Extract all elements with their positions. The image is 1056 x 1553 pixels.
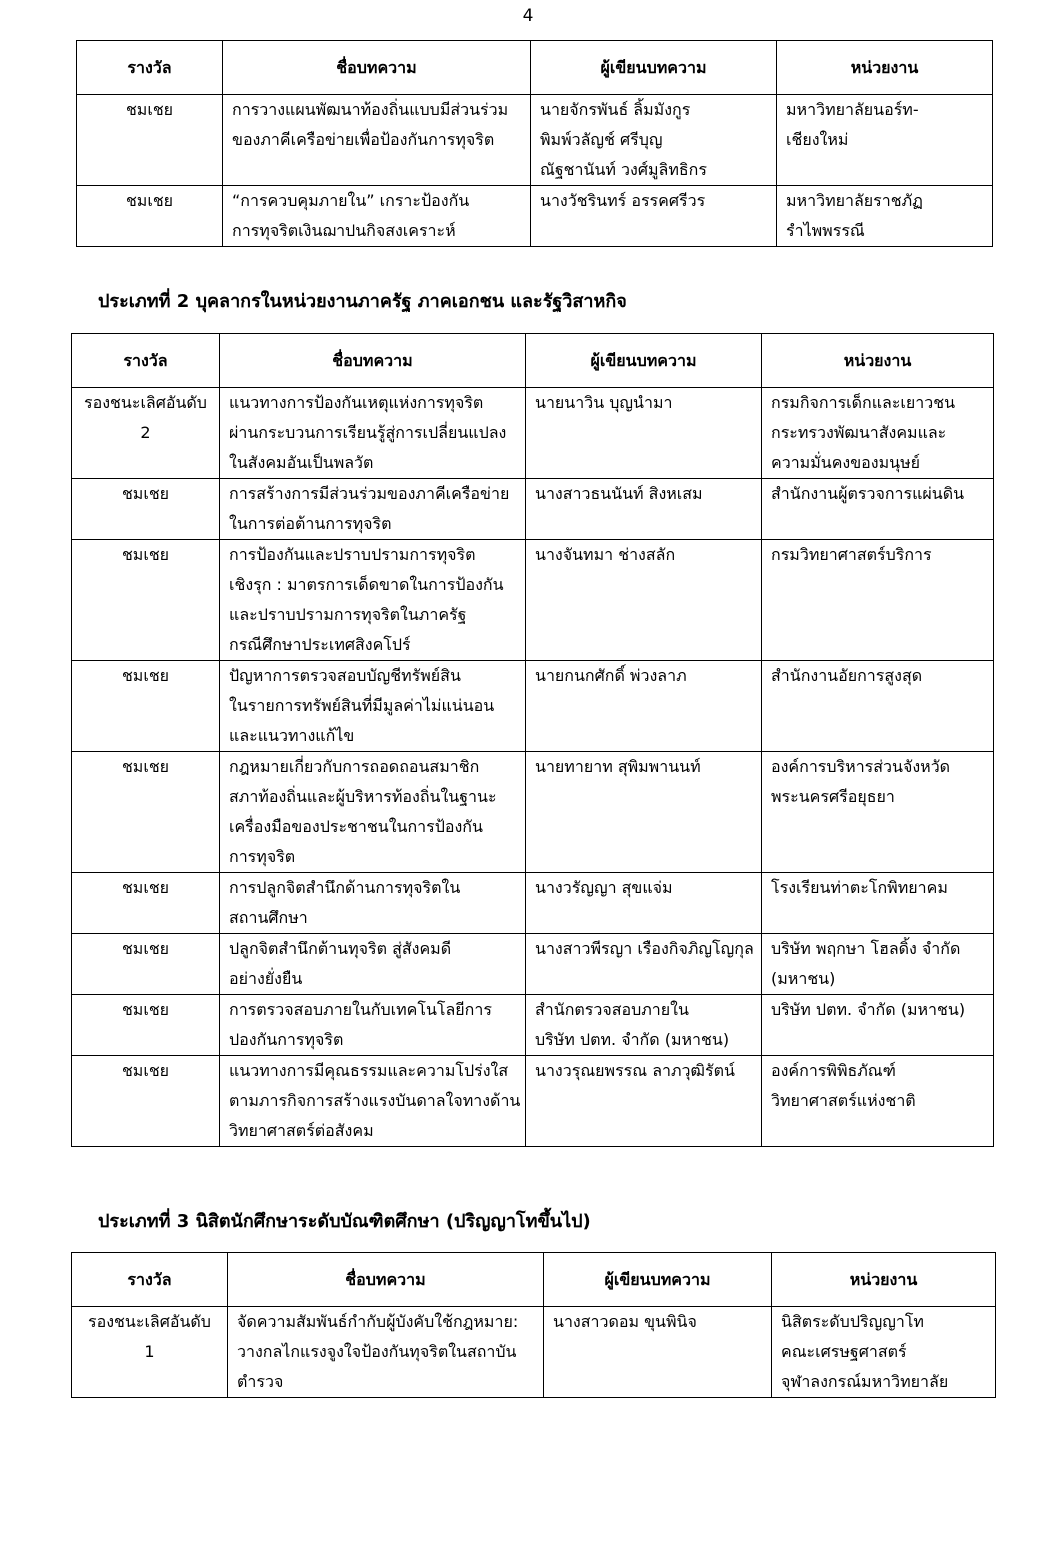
award-cell [77,186,223,247]
title-text: การสร้างการมีส่วนร่วมของภาคีเครือข่าย [229,484,510,503]
award-table-section-1 [76,40,993,247]
agency-text: มหาวิทยาลัยราชภัฏ [786,191,923,210]
table-row [72,995,994,1056]
table-header-row [72,334,994,388]
agency-text: เชียงใหม่ [786,130,849,149]
title-text: แนวทางการป้องกันเหตุแห่งการทุจริต [229,393,484,412]
title-text: สภาท้องถิ่นและผู้บริหารท้องถิ่นในฐานะ [229,787,497,806]
agency-text: วิทยาศาสตร์แห่งชาติ [771,1091,916,1110]
award-table-section-2 [71,333,994,1147]
agency-cell [762,540,994,661]
title-text: วางกลไกแรงจูงใจป้องกันทุจริตในสถาบัน [237,1342,517,1361]
author-text: นางวรุณยพรรณ ลาภวุฒิรัตน์ [535,1061,735,1080]
author-text: ณัฐชานันท์ วงศ์มูลิทธิกร [540,160,707,179]
agency-text: กระทรวงพัฒนาสังคมและ [771,423,947,442]
column-header-title: ชื่อบทความ [228,1253,544,1307]
agency-text: คณะเศรษฐศาสตร์ [781,1342,907,1361]
award-cell [72,388,220,479]
page-number: 4 [522,6,534,26]
agency-text: มหาวิทยาลัยนอร์ท- [786,100,919,119]
column-header-award: รางวัล [72,334,220,388]
title-text: วิทยาศาสตร์ต่อสังคม [229,1121,374,1140]
title-text: การวางแผนพัฒนาท้องถิ่นแบบมีส่วนร่วม [232,100,509,119]
award-cell [72,873,220,934]
author-text: นางสาวพีรญา เรืองกิจภิญโญกุล [535,939,754,958]
agency-text: บริษัท พฤกษา โฮลดิ้ง จำกัด [771,939,961,958]
author-text: นายนาวิน บุญนำมา [535,393,673,412]
title-text: ปลูกจิตสำนึกต้านทุจริต สู่สังคมดี [229,939,452,958]
agency-cell [762,388,994,479]
author-cell [544,1307,772,1398]
column-header-award: รางวัล [72,1253,228,1307]
title-text: อย่างยั่งยืน [229,969,303,988]
title-cell [220,479,526,540]
table-row [72,1056,994,1147]
author-text: นายกนกศักดิ์ พ่วงลาภ [535,666,687,685]
title-text: และปราบปรามการทุจริตในภาครัฐ [229,605,467,624]
author-text: นางวรัญญา สุขแจ่ม [535,878,673,897]
title-text: จัดความสัมพันธ์กำกับผู้บังคับใช้กฎหมาย: [237,1312,519,1331]
agency-text: สำนักงานอัยการสูงสุด [771,666,923,685]
agency-text: บริษัท ปตท. จำกัด (มหาชน) [771,1000,966,1019]
title-text: กรณีศึกษาประเทศสิงคโปร์ [229,635,411,654]
agency-text: กรมวิทยาศาสตร์บริการ [771,545,932,564]
title-text: ตำรวจ [237,1372,284,1391]
title-text: สถานศึกษา [229,908,308,927]
agency-text: องค์การพิพิธภัณฑ์ [771,1061,896,1080]
agency-cell [762,995,994,1056]
title-text: แนวทางการมีคุณธรรมและความโปร่งใส [229,1061,509,1080]
title-text: ผ่านกระบวนการเรียนรู้สู่การเปลี่ยนแปลง [229,423,507,442]
agency-text: จุฬาลงกรณ์มหาวิทยาลัย [781,1372,949,1391]
table-row [77,186,993,247]
agency-text: องค์การบริหารส่วนจังหวัด [771,757,951,776]
title-cell [220,934,526,995]
column-header-agency: หน่วยงาน [762,334,994,388]
author-text: นางจันทมา ช่างสลัก [535,545,676,564]
agency-cell [772,1307,996,1398]
award-text: ชมเชย [121,878,170,897]
section-heading-2: ประเภทที่ 2 บุคลากรในหน่วยงานภาครัฐ ภาคเอกชน และรัฐวิสาหกิจ [98,291,627,312]
title-text: การทุจริต [229,847,296,866]
author-text: นางวัชรินทร์ อรรคศรีวร [540,191,706,210]
agency-cell [777,95,993,186]
award-cell [72,752,220,873]
award-cell [72,1056,220,1147]
agency-text: นิสิตระดับปริญญาโท [781,1312,924,1331]
table-header-row [77,41,993,95]
column-header-award: รางวัล [77,41,223,95]
title-text: กฎหมายเกี่ยวกับการถอดถอนสมาชิก [229,757,480,776]
title-cell [228,1307,544,1398]
agency-cell [762,1056,994,1147]
title-text: ปองกันการทุจริต [229,1030,344,1049]
award-text: ชมเชย [121,757,170,776]
agency-text: สำนักงานผู้ตรวจการแผ่นดิน [771,484,965,503]
column-header-agency: หน่วยงาน [777,41,993,95]
award-cell [72,479,220,540]
table-row [72,873,994,934]
award-text: ชมเชย [121,1000,170,1019]
author-text: นายจักรพันธ์ ลิ้มมังกูร [540,100,691,119]
award-text: 2 [140,423,151,442]
title-cell [223,95,531,186]
title-text: ตามภารกิจการสร้างแรงบันดาลใจทางด้าน [229,1091,521,1110]
award-text: ชมเชย [121,484,170,503]
title-cell [220,388,526,479]
title-text: ในรายการทรัพย์สินที่มีมูลค่าไม่แน่นอน [229,696,495,715]
column-header-author: ผู้เขียนบทความ [544,1253,772,1307]
agency-text: รำไพพรรณี [786,221,865,240]
column-header-title: ชื่อบทความ [220,334,526,388]
award-text: 1 [144,1342,155,1361]
award-cell [72,540,220,661]
title-text: “การควบคุมภายใน” เกราะป้องกัน [232,191,470,210]
award-cell [72,1307,228,1398]
section-heading-3: ประเภทที่ 3 นิสิตนักศึกษาระดับบัณฑิตศึกษา (ปริญญาโทขึ้นไป) [98,1211,591,1232]
title-text: ปัญหาการตรวจสอบบัญชีทรัพย์สิน [229,666,461,685]
table-row [77,95,993,186]
title-cell [220,873,526,934]
award-text: รองชนะเลิศอันดับ [88,1312,211,1331]
table-row [72,661,994,752]
table-row [72,752,994,873]
table-row [72,934,994,995]
title-cell [220,995,526,1056]
title-text: การปลูกจิตสำนึกด้านการทุจริตใน [229,878,461,897]
agency-cell [762,661,994,752]
table-row [72,388,994,479]
title-text: การตรวจสอบภายในกับเทคโนโลยีการ [229,1000,492,1019]
award-cell [72,661,220,752]
award-text: ชมเชย [125,191,174,210]
award-table-section-3 [71,1252,996,1398]
agency-text: กรมกิจการเด็กและเยาวชน [771,393,956,412]
author-text: สำนักตรวจสอบภายใน [535,1000,689,1019]
column-header-author: ผู้เขียนบทความ [531,41,777,95]
title-text: ในการต่อต้านการทุจริต [229,514,392,533]
table-row [72,1307,996,1398]
column-header-title: ชื่อบทความ [223,41,531,95]
author-text: นางสาวธนนันท์ สิงหเสม [535,484,703,503]
table-row [72,479,994,540]
title-text: เชิงรุก : มาตรการเด็ดขาดในการป้องกัน [229,575,504,594]
author-text: พิมพ์วลัญช์ ศรีบุญ [540,130,663,149]
title-text: ในสังคมอันเป็นพลวัต [229,453,374,472]
title-cell [220,661,526,752]
author-cell [531,95,777,186]
award-cell [72,934,220,995]
author-cell [526,479,762,540]
title-text: ของภาคีเครือข่ายเพื่อป้องกันการทุจริต [232,130,495,149]
agency-text: โรงเรียนท่าตะโกพิทยาคม [771,878,948,897]
title-text: การทุจริตเงินฌาปนกิจสงเคราะห์ [232,221,456,240]
agency-cell [762,934,994,995]
author-cell [526,540,762,661]
author-cell [526,752,762,873]
title-cell [220,1056,526,1147]
agency-cell [762,752,994,873]
title-cell [223,186,531,247]
award-cell [77,95,223,186]
title-text: การป้องกันและปราบปรามการทุจริต [229,545,476,564]
author-text: นางสาวดอม ขุนพินิจ [553,1312,697,1331]
author-cell [526,388,762,479]
column-header-author: ผู้เขียนบทความ [526,334,762,388]
column-header-agency: หน่วยงาน [772,1253,996,1307]
award-text: ชมเชย [121,545,170,564]
title-cell [220,752,526,873]
author-text: บริษัท ปตท. จำกัด (มหาชน) [535,1030,730,1049]
award-text: ชมเชย [121,1061,170,1080]
author-cell [526,873,762,934]
award-text: ชมเชย [121,666,170,685]
author-cell [526,1056,762,1147]
award-cell [72,995,220,1056]
title-text: และแนวทางแก้ไข [229,726,355,745]
title-text: เครื่องมือของประชาชนในการป้องกัน [229,817,483,836]
table-header-row [72,1253,996,1307]
author-cell [526,934,762,995]
agency-text: พระนครศรีอยุธยา [771,787,895,806]
award-text: รองชนะเลิศอันดับ [84,393,207,412]
title-cell [220,540,526,661]
author-text: นายทายาท สุพิมพานนท์ [535,757,701,776]
agency-text: (มหาชน) [771,969,836,988]
agency-text: ความมั่นคงของมนุษย์ [771,453,920,472]
author-cell [526,995,762,1056]
author-cell [526,661,762,752]
author-cell [531,186,777,247]
agency-cell [762,479,994,540]
award-text: ชมเชย [125,100,174,119]
table-row [72,540,994,661]
agency-cell [762,873,994,934]
agency-cell [777,186,993,247]
award-text: ชมเชย [121,939,170,958]
